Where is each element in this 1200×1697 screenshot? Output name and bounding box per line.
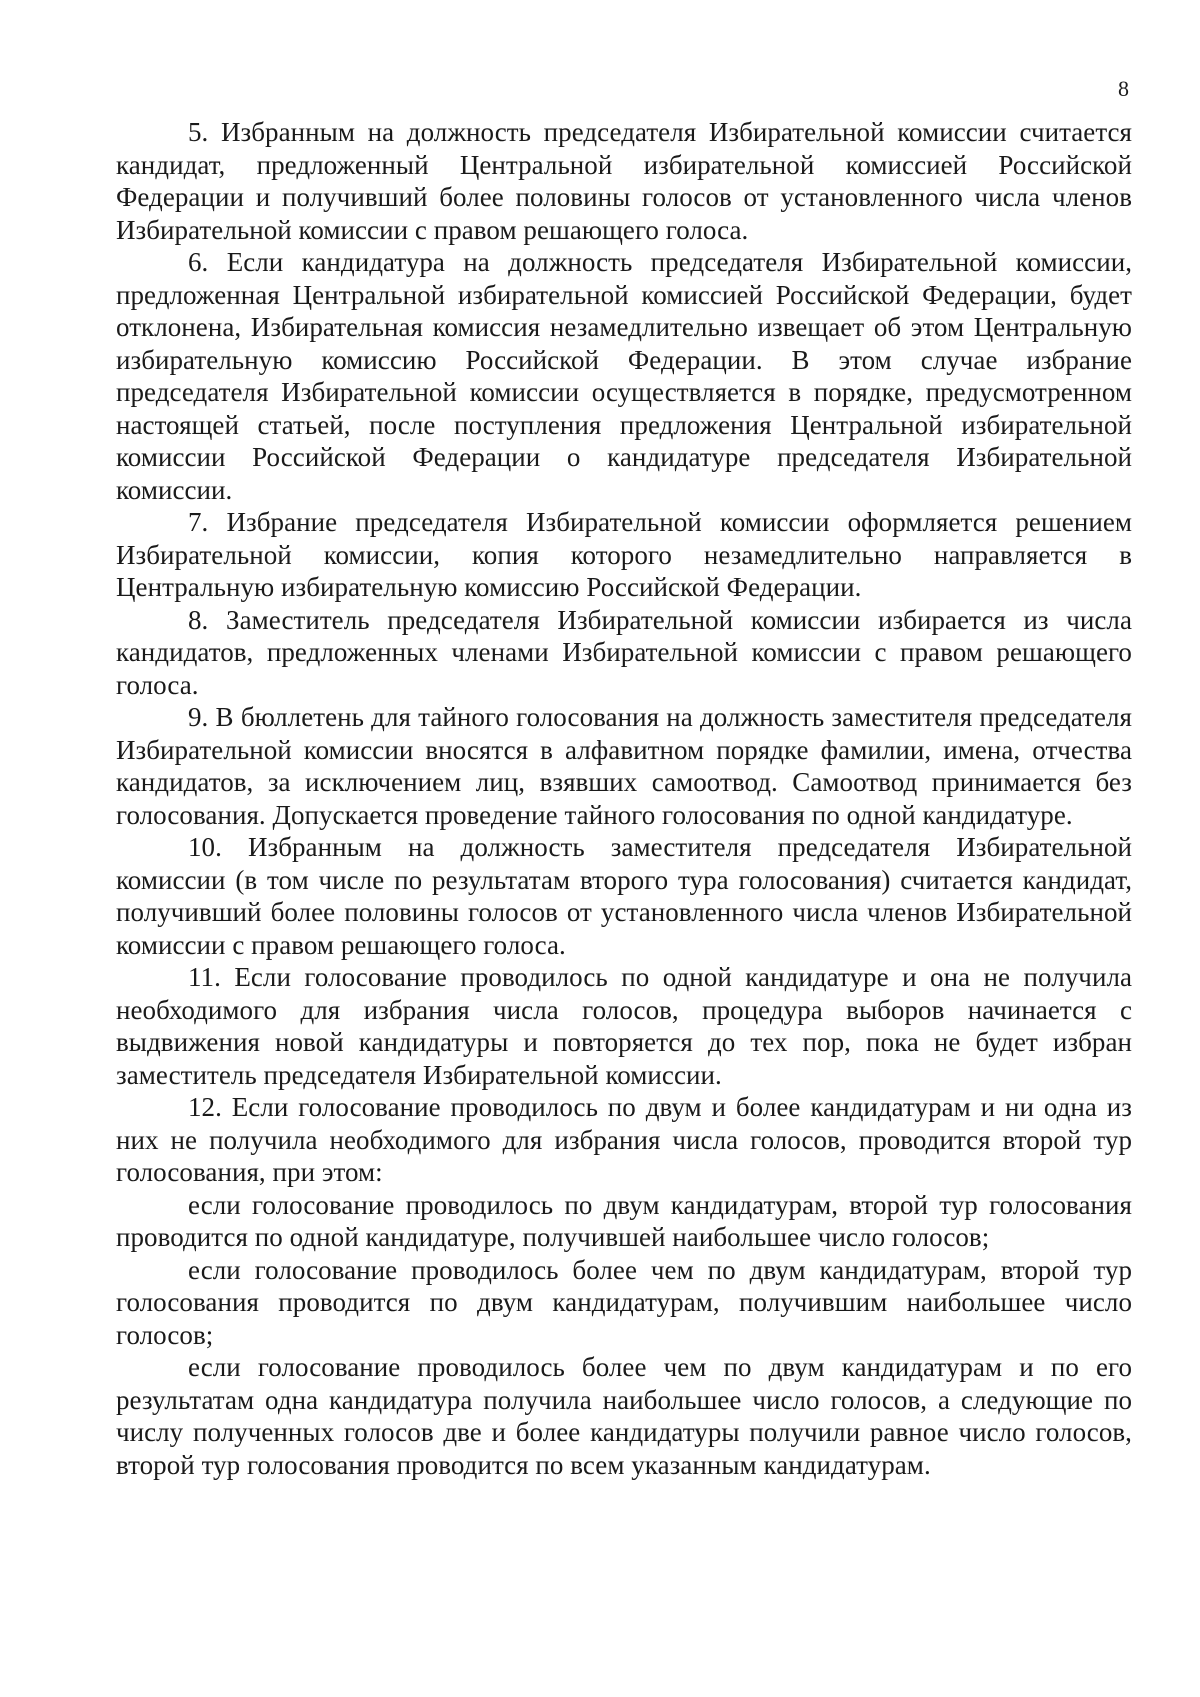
paragraph-10: 10. Избранным на должность заместителя председателя Избирательной комиссии (в том числе по результатам второго тура голосования) считается кандидат, получивший более половины голосов от установленного числа членов Избирательной комиссии с правом решающего голоса. [116,832,1132,960]
page-number: 8 [1118,76,1129,101]
paragraph-9: 9. В бюллетень для тайного голосования на должность заместителя председателя Избирательной комиссии вносятся в алфавитном порядке фамилии, имена, отчества кандидатов, за исключением лиц, взявших самоотвод. Самоотвод принимается без голосования. Допускается проведение тайного голосования по одной кандидатуре. [116,702,1132,830]
paragraph-12-item-3: если голосование проводилось более чем по двум кандидатурам и по его результатам одна кандидатура получила наибольшее число голосов, а следующие по числу полученных голосов две и более кандидатуры получили равное число голосов, второй тур голосования проводится по всем указанным кандидатурам. [116,1352,1132,1480]
paragraph-5: 5. Избранным на должность председателя Избирательной комиссии считается кандидат, предложенный Центральной избирательной комиссией Российской Федерации и получивший более половины голосов от установленного числа членов Избирательной комиссии с правом решающего голоса. [116,117,1132,245]
paragraph-6: 6. Если кандидатура на должность председателя Избирательной комиссии, предложенная Центральной избирательной комиссией Российской Федерации, будет отклонена, Избирательная комиссия незамедлительно извещает об этом Центральную избирательную комиссию Российской Федерации. В этом случае избрание председателя Избирательной комиссии осуществляется в порядке, предусмотренном настоящей статьей, после поступления предложения Центральной избирательной комиссии Российской Федерации о кандидатуре председателя Избирательной комиссии. [116,247,1132,505]
paragraph-7: 7. Избрание председателя Избирательной комиссии оформляется решением Избирательной комиссии, копия которого незамедлительно направляется в Центральную избирательную комиссию Российской Федерации. [116,507,1132,602]
paragraph-8: 8. Заместитель председателя Избирательной комиссии избирается из числа кандидатов, предложенных членами Избирательной комиссии с правом решающего голоса. [116,604,1132,700]
paragraph-11: 11. Если голосование проводилось по одной кандидатуре и она не получила необходимого для избрания числа голосов, процедура выборов начинается с выдвижения новой кандидатуры и повторяется до тех пор, пока не будет избран заместитель председателя Избирательной комиссии. [116,962,1132,1090]
paragraph-12: 12. Если голосование проводилось по двум и более кандидатурам и ни одна из них не получила необходимого для избрания числа голосов, проводится второй тур голосования, при этом: [116,1092,1132,1187]
paragraph-12-item-1: если голосование проводилось по двум кандидатурам, второй тур голосования проводится по одной кандидатуре, получившей наибольшее число голосов; [116,1189,1132,1252]
document-body [116,116,1132,1481]
paragraph-12-item-2: если голосование проводилось более чем по двум кандидатурам, второй тур голосования проводится по двум кандидатурам, получившим наибольшее число голосов; [116,1254,1132,1350]
